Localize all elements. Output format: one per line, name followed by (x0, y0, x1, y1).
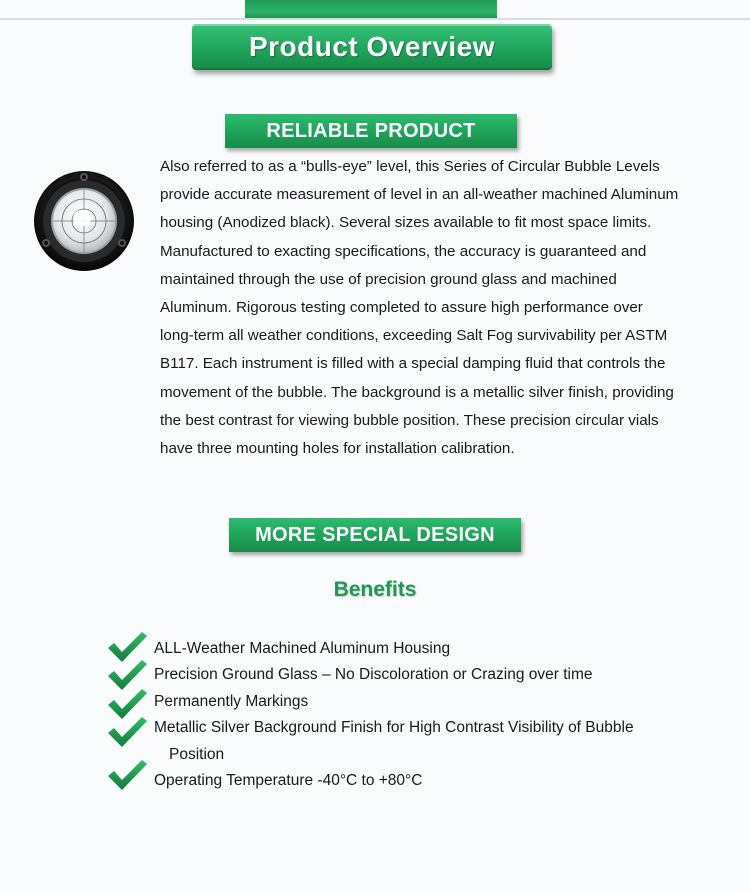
benefits-heading: Benefits (333, 578, 417, 601)
benefit-label-continued: Position (169, 745, 225, 763)
benefit-label: Operating Temperature -40°C to +80°C (154, 772, 423, 790)
benefit-label: Metallic Silver Background Finish for High Contrast Visibility of Bubble (154, 719, 634, 737)
page-title: Product Overview (192, 24, 552, 70)
benefit-list (0, 636, 694, 794)
benefit-item-silver-background (0, 715, 694, 768)
benefit-item-ground-glass (0, 662, 694, 688)
section-banner-more-special-design: MORE SPECIAL DESIGN (229, 518, 521, 552)
top-decor-strip (245, 0, 497, 20)
product-description: Also referred to as a “bulls-eye” level, this Series of Circular Bubble Levels provide accurate measurement of level in an all-weather machined Aluminum housing (Anodized black). Several sizes available to fit most space limits. Manufactured to exacting specifications, the accuracy is guaranteed and maintained through the use of precision ground glass and machined Aluminum. Rigorous testing completed to assure high performance over long-term all weather conditions, exceeding Salt Fog survivability per ASTM B117. Each instrument is filled with a special damping fluid that controls the movement of the bubble. The background is a metallic silver finish, providing the best contrast for viewing bubble position. These precision circular vials have three mounting holes for installation calibration. (160, 158, 679, 458)
benefit-label: Permanently Markings (154, 692, 309, 710)
benefit-label: Precision Ground Glass – No Discoloration or Crazing over time (154, 666, 593, 684)
circular-bubble-level-image (33, 170, 135, 272)
section-banner-reliable-product: RELIABLE PRODUCT (225, 114, 517, 148)
benefit-item-markings (0, 689, 694, 715)
benefit-label: ALL-Weather Machined Aluminum Housing (154, 640, 451, 657)
benefit-item-operating-temperature (0, 768, 694, 794)
check-icon (106, 758, 148, 792)
benefit-item-aluminum-housing (0, 636, 694, 662)
top-divider-line (0, 18, 750, 20)
check-icon (106, 715, 148, 749)
